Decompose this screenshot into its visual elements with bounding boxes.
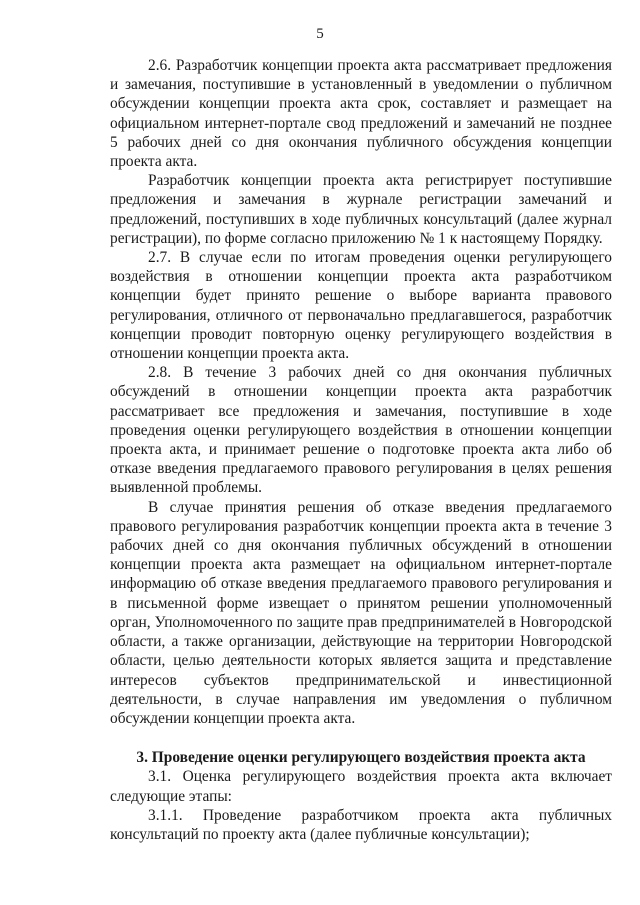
document-body <box>110 56 612 844</box>
page-number: 5 <box>316 26 324 42</box>
paragraph-2-8: 2.8. В течение 3 рабочих дней со дня окончания публичных обсуждений в отношении концепции проекта акта разработчик рассматривает все предложения и замечания, поступившие в ходе проведения оценки регулирующего воздействия в отношении концепции проекта акта, и принимает решение о подготовке проекта акта либо об отказе введения предлагаемого правового регулирования в целях решения выявленной проблемы. <box>110 364 612 497</box>
paragraph-2-8-refusal: В случае принятия решения об отказе введения предлагаемого правового регулирования разработчик концепции проекта акта в течение 3 рабочих дней со дня окончания публичных обсуждений в отношении концепции проекта акта размещает на официальном интернет-портале информацию об отказе введения предлагаемого правового регулирования и в письменной форме извещает о принятом решении уполномоченный орган, Уполномоченного по защите прав предпринимателей в Новгородской области, а также организации, действующие на территории Новгородской области, целью деятельности которых является защита и представление интересов субъектов предпринимательской и инвестиционной деятельности, в случае направления им уведомления о публичном обсуждении концепции проекта акта. <box>110 498 612 727</box>
paragraph-2-6: 2.6. Разработчик концепции проекта акта рассматривает предложения и замечания, поступившие в установленный в уведомлении о публичном обсуждении концепции проекта акта срок, составляет и размещает на официальном интернет-портале свод предложений и замечаний не позднее 5 рабочих дней со дня окончания публичного обсуждения концепции проекта акта. <box>110 57 612 171</box>
section-heading-3: 3. Проведение оценки регулирующего воздействия проекта акта <box>136 749 586 767</box>
paragraph-3-1-1: 3.1.1. Проведение разработчиком проекта акта публичных консультаций по проекту акта (далее публичные консультации); <box>110 806 612 843</box>
paragraph-2-6-registration: Разработчик концепции проекта акта регистрирует поступившие предложения и замечания в журнале регистрации замечаний и предложений, поступивших в ходе публичных консультаций (далее журнал регистрации), по форме согласно приложению № 1 к настоящему Порядку. <box>110 172 612 247</box>
paragraph-3-1: 3.1. Оценка регулирующего воздействия проекта акта включает следующие этапы: <box>110 768 612 805</box>
paragraph-2-7: 2.7. В случае если по итогам проведения оценки регулирующего воздействия в отношении концепции проекта акта разработчиком концепции будет принято решение о выборе варианта правового регулирования, отличного от первоначально предлагавшегося, разработчик концепции проводит повторную оценку регулирующего воздействия в отношении концепции проекта акта. <box>110 249 612 363</box>
